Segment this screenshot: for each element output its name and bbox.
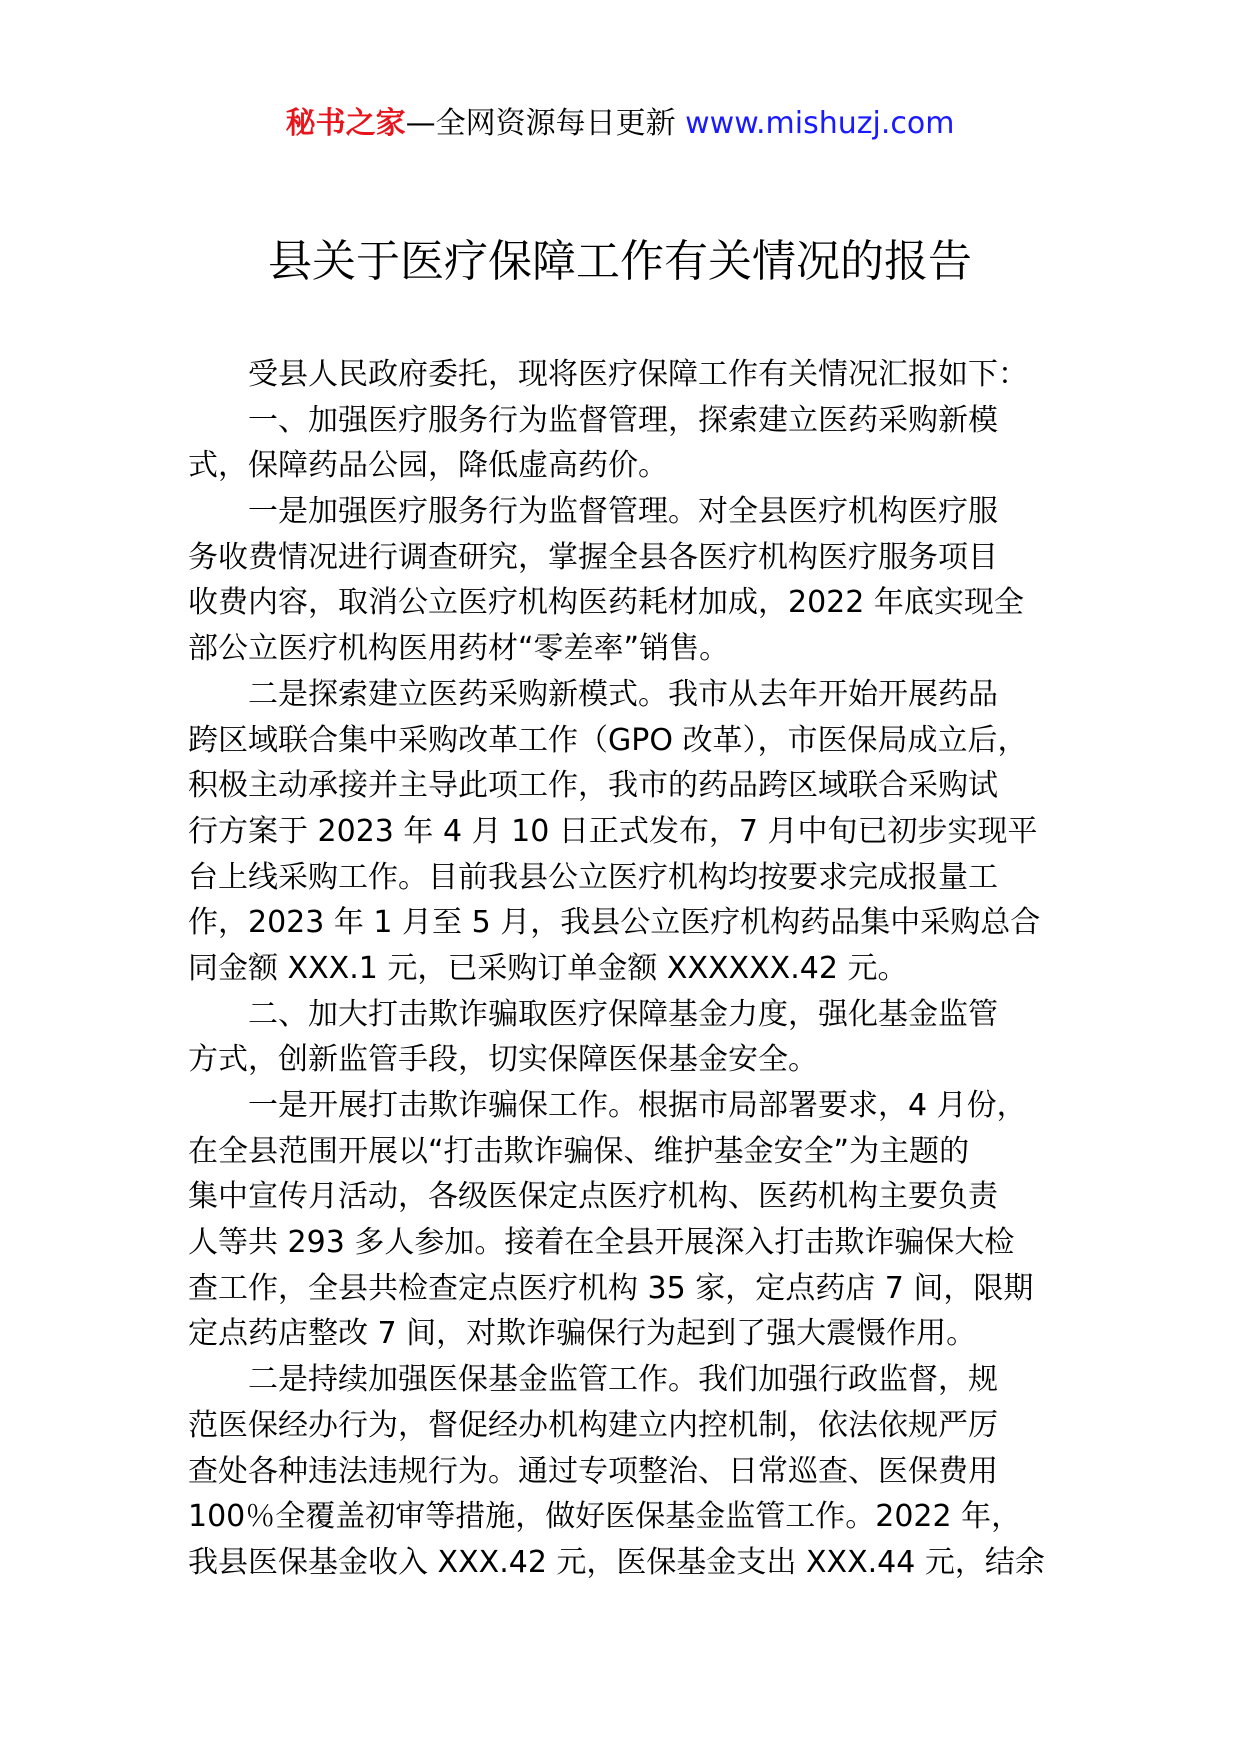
paragraph-line: 受县人民政府委托，现将医疗保障工作有关情况汇报如下： [248, 357, 1028, 392]
paragraph-line: 作，2023 年 1 月至 5 月，我县公立医疗机构药品集中采购总合 [188, 905, 1041, 941]
site-url-link[interactable]: www.mishuzj.com [685, 106, 955, 141]
paragraph-line: 务收费情况进行调查研究，掌握全县各医疗机构医疗服务项目 [188, 539, 998, 575]
paragraph-line: 二是持续加强医保基金监管工作。我们加强行政监督，规 [248, 1362, 998, 1398]
paragraph-line: 我县医保基金收入 XXX.42 元，医保基金支出 XXX.44 元，结余 [188, 1544, 1045, 1580]
paragraph-line: 定点药店整改 7 间，对欺诈骗保行为起到了强大震慑作用。 [188, 1316, 977, 1352]
paragraph-line: 二是探索建立医药采购新模式。我市从去年开始开展药品 [248, 676, 998, 712]
section-heading-line: 二、加大打击欺诈骗取医疗保障基金力度，强化基金监管 [248, 996, 998, 1032]
paragraph-line: 集中宣传月活动，各级医保定点医疗机构、医药机构主要负责 [188, 1179, 998, 1215]
document-title: 县关于医疗保障工作有关情况的报告 [268, 236, 972, 287]
site-header [0, 104, 1240, 144]
paragraph-line: 同金额 XXX.1 元，已采购订单金额 XXXXXX.42 元。 [188, 950, 908, 986]
paragraph-line: 收费内容，取消公立医疗机构医药耗材加成，2022 年底实现全 [188, 585, 1024, 621]
paragraph-line: 一是加强医疗服务行为监督管理。对全县医疗机构医疗服 [248, 494, 998, 530]
paragraph-line: 查处各种违法违规行为。通过专项整治、日常巡查、医保费用 [188, 1453, 998, 1489]
brand-name: 秘书之家 [285, 106, 406, 141]
paragraph-line: 跨区域联合集中采购改革工作（GPO 改革），市医保局成立后， [188, 722, 1028, 758]
paragraph-line: 在全县范围开展以“打击欺诈骗保、维护基金安全”为主题的 [188, 1133, 970, 1169]
header-slogan: —全网资源每日更新 [405, 106, 686, 141]
paragraph-line: 行方案于 2023 年 4 月 10 日正式发布，7 月中旬已初步实现平 [188, 813, 1038, 849]
paragraph-line: 查工作，全县共检查定点医疗机构 35 家，定点药店 7 间，限期 [188, 1270, 1034, 1306]
paragraph-line: 部公立医疗机构医用药材“零差率”销售。 [188, 631, 730, 667]
section-heading-line: 方式，创新监管手段，切实保障医保基金安全。 [188, 1042, 818, 1078]
paragraph-line: 100％全覆盖初审等措施，做好医保基金监管工作。2022 年， [188, 1499, 1022, 1535]
paragraph-line: 人等共 293 多人参加。接着在全县开展深入打击欺诈骗保大检 [188, 1225, 1015, 1261]
document-body [188, 352, 1088, 1586]
paragraph-line: 台上线采购工作。目前我县公立医疗机构均按要求完成报量工 [188, 859, 998, 895]
section-heading-line: 式，保障药品公园，降低虚高药价。 [188, 448, 668, 484]
paragraph-line: 范医保经办行为，督促经办机构建立内控机制，依法依规严厉 [188, 1407, 998, 1443]
paragraph-line: 一是开展打击欺诈骗保工作。根据市局部署要求，4 月份， [248, 1088, 1027, 1123]
section-heading-line: 一、加强医疗服务行为监督管理，探索建立医药采购新模 [248, 402, 998, 438]
paragraph-line: 积极主动承接并主导此项工作，我市的药品跨区域联合采购试 [188, 768, 998, 804]
